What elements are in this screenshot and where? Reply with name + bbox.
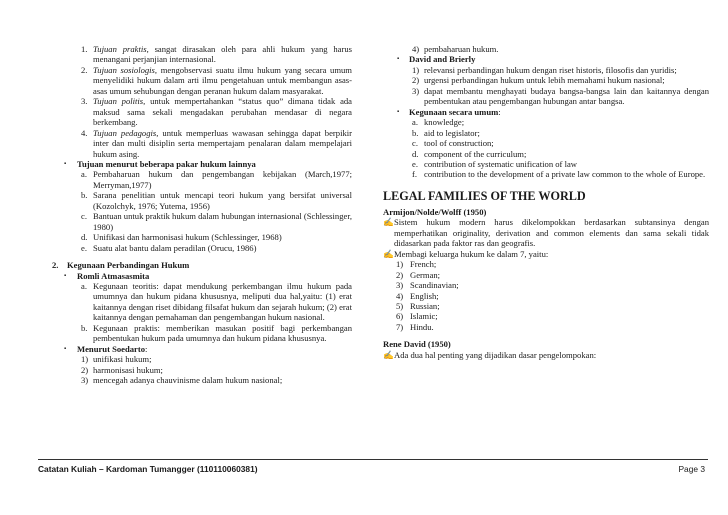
list-item: 3) mencegah adanya chauvinisme dalam hukum nasional; [81,375,283,386]
right-column [383,44,709,360]
list-item: b. Kegunaan praktis: memberikan masukan positif bagi perkembangan pembentukan hukum pada umumnya dan hukum pidana khususnya. [81,322,352,344]
list-item: 7) Hindu. [396,321,434,332]
list-item: 6) Islamic; [396,311,438,322]
list-item: d. component of the curriculum; [412,148,527,159]
list-item: 2. Tujuan sosiologis, mengobservasi suatu ilmu hukum yang secara umum menyelidiki hukum dalam arti ilmu pengetahuan untuk membangun asas-asas umum sehubungan dengan peranan hukum dalam masyarakat. [81,64,352,96]
footer-title: Catatan Kuliah – Kardoman Tumangger (110110060381) [38,464,258,474]
author-heading: Armijon/Nolde/Wolff (1950) [383,206,487,217]
list-item: b. Sarana penelitian untuk mencapi teori hukum yang bersifat universal (Kozolchyk, 1976; Yutema, 1956) [81,190,352,211]
list-item: f. contribution to the development of a private law common to the whole of Europe. [412,169,706,180]
square-bullet-icon: ▪ [397,56,400,63]
writing-hand-icon: ✍ [383,349,394,360]
list-item: ✍ Membagi keluarga hukum ke dalam 7, yaitu: [383,248,549,259]
list-item: ✍ Ada dua hal penting yang dijadikan dasar pengelompokan: [383,349,597,360]
list-item: 4. Tujuan pedagogis, untuk memperluas wawasan sehingga dapat berpikir inter dan multi disiplin serta mempertajam penalaran dalam mempelajari hukum asing. [81,127,352,159]
list-item: 3. Tujuan politis, untuk mempertahankan “status quo” dimana tidak ada maksud sama sekali mengadakan perubahan mendasar di negara berkembang. [81,96,352,128]
list-item: b. aid to legislator; [412,127,480,138]
list-item: a. Pembaharuan hukum dan pengembangan kebijakan (March,1977; Merryman,1977) [81,169,352,190]
legal-families-heading: LEGAL FAMILIES OF THE WORLD [383,188,586,203]
list-item: c. Bantuan untuk praktik hukum dalam hubungan internasional (Schlessinger, 1980) [81,211,352,232]
list-item: 2) harmonisasi hukum; [81,364,163,375]
left-column [52,44,352,386]
list-item: e. Suatu alat bantu dalam peradilan (Orucu, 1986) [81,242,257,253]
list-item: 3) Scandinavian; [396,280,459,291]
list-item: 4) pembaharuan hukum. [412,44,499,54]
list-item: a. Kegunaan teoritis: dapat mendukung perkembangan ilmu hukum pada umumnya dan hukum pidana khususnya, meliputi dua hal,yaitu: (1) erat kaitannya dengan riset dibidang filsafat hukum dan sejarah hukum; (2) erat kaitannya dengan pemahaman dan pengembangan hukum nasional. [81,280,352,323]
list-item: 2) German; [396,269,441,280]
list-item: 1) unifikasi hukum; [81,354,152,365]
bullet-heading: ▪ Kegunaan secara umum: [397,106,501,117]
page-number: Page 3 [678,464,705,474]
list-item: 1) relevansi perbandingan hukum dengan riset historis, filosofis dan yuridis; [412,64,677,75]
writing-hand-icon: ✍ [383,248,394,259]
list-item: ✍ Sistem hukum modern harus dikelompokkan berdasarkan subtansinya dengan memperhatikan originality, derivation and common elements dan sama sekali tidak didasarkan pada faktor ras dan geografis. [383,217,709,249]
square-bullet-icon: ▪ [64,345,67,352]
list-item: 1. Tujuan praktis, sangat dirasakan oleh para ahli hukum yang harus menangani perjanjian internasional. [81,44,352,65]
list-item: 4) English; [396,290,439,301]
bullet-heading: ▪ David and Brierly [397,54,476,65]
list-item: e. contribution of systematic unification of law [412,158,577,169]
square-bullet-icon: ▪ [64,160,67,167]
author-heading: Rene David (1950) [383,339,451,350]
bullet-heading: ▪ Menurut Soedarto: [64,343,148,354]
section-heading: 2. Kegunaan Perbandingan Hukum [52,260,190,271]
list-item: 3) dapat membantu menghayati budaya bangsa-bangsa lain dan kaitannya dengan pembentukan atau pengembangan hubungan antar bangsa. [412,85,709,107]
list-item: a. knowledge; [412,117,465,128]
list-item: 2) urgensi perbandingan hukum untuk lebih memahami hukum nasional; [412,75,665,86]
bullet-heading: ▪ Romli Atmasasmita [64,270,150,281]
bullet-heading: ▪ Tujuan menurut beberapa pakar hukum lainnya [64,158,256,169]
list-item: c. tool of construction; [412,138,494,149]
list-item: d. Unifikasi dan harmonisasi hukum (Schlessinger, 1968) [81,232,282,243]
list-item: 5) Russian; [396,300,440,311]
writing-hand-icon: ✍ [383,217,394,228]
square-bullet-icon: ▪ [64,272,67,279]
list-item: 1) French; [396,259,437,270]
page-footer [38,459,708,478]
square-bullet-icon: ▪ [397,108,400,115]
